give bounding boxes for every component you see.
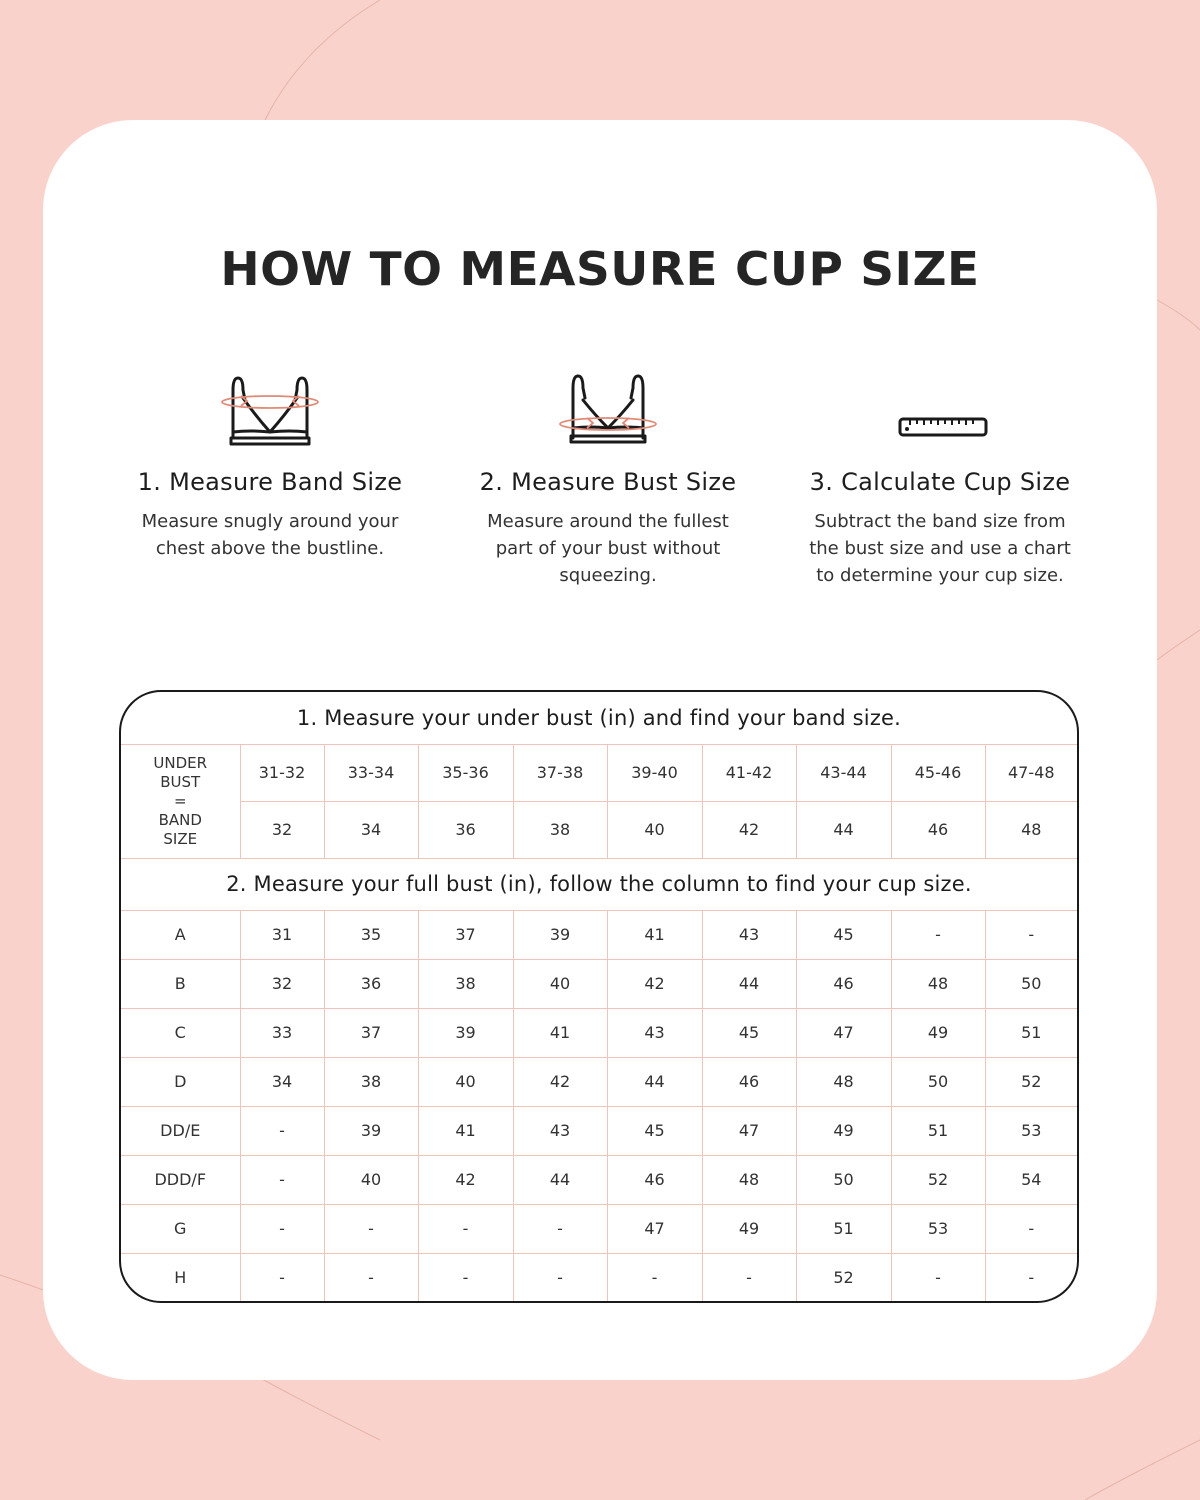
full-bust-cell: 46 [796,959,891,1008]
cup-row-c [121,1008,1077,1057]
under-bust-cell: 45-46 [891,744,985,801]
full-bust-cell: 48 [702,1155,796,1204]
measurement-steps [43,370,1157,610]
step-measure-band [100,370,440,562]
cup-label: H [121,1253,240,1302]
full-bust-cell: 40 [513,959,607,1008]
full-bust-cell: 34 [240,1057,324,1106]
full-bust-cell: 52 [796,1253,891,1302]
full-bust-cell: 53 [891,1204,985,1253]
section-1-header [121,692,1077,744]
bra-bust-measure-icon [438,370,778,450]
ruler-icon [770,370,1110,450]
full-bust-cell: 41 [513,1008,607,1057]
under-bust-cell: 39-40 [607,744,702,801]
full-bust-cell: 36 [324,959,418,1008]
band-size-cell: 46 [891,801,985,858]
full-bust-cell: 42 [418,1155,513,1204]
full-bust-cell: 44 [607,1057,702,1106]
cup-label: DDD/F [121,1155,240,1204]
under-bust-row [121,744,1077,801]
full-bust-cell: 49 [702,1204,796,1253]
full-bust-cell: 50 [985,959,1077,1008]
cup-label: C [121,1008,240,1057]
full-bust-cell: 45 [607,1106,702,1155]
full-bust-cell: 51 [985,1008,1077,1057]
cup-row-h [121,1253,1077,1302]
cup-row-g [121,1204,1077,1253]
band-size-cell: 36 [418,801,513,858]
under-bust-cell: 35-36 [418,744,513,801]
full-bust-cell: - [985,1204,1077,1253]
full-bust-cell: - [985,910,1077,959]
full-bust-cell: 53 [985,1106,1077,1155]
full-bust-cell: 38 [324,1057,418,1106]
full-bust-cell: 47 [702,1106,796,1155]
full-bust-cell: 50 [796,1155,891,1204]
full-bust-cell: 41 [607,910,702,959]
full-bust-cell: 51 [891,1106,985,1155]
full-bust-cell: - [607,1253,702,1302]
step-description: Subtract the band size from the bust size and use a chart to determine your cup size. [809,511,1071,586]
full-bust-cell: 32 [240,959,324,1008]
full-bust-cell: 45 [796,910,891,959]
under-bust-cell: 47-48 [985,744,1077,801]
full-bust-cell: 51 [796,1204,891,1253]
cup-label: B [121,959,240,1008]
cup-label: DD/E [121,1106,240,1155]
cup-row-b [121,959,1077,1008]
full-bust-cell: 41 [418,1106,513,1155]
band-size-row [121,801,1077,858]
full-bust-cell: - [240,1106,324,1155]
step-description: Measure around the fullest part of your bust without squeezing. [487,511,729,586]
full-bust-cell: 42 [607,959,702,1008]
cup-row-a [121,910,1077,959]
full-bust-cell: 47 [607,1204,702,1253]
full-bust-cell: - [240,1155,324,1204]
under-bust-cell: 41-42 [702,744,796,801]
band-size-cell: 48 [985,801,1077,858]
full-bust-cell: 47 [796,1008,891,1057]
full-bust-cell: 54 [985,1155,1077,1204]
full-bust-cell: - [702,1253,796,1302]
full-bust-cell: - [240,1253,324,1302]
full-bust-cell: - [418,1253,513,1302]
full-bust-cell: 37 [324,1008,418,1057]
band-size-cell: 44 [796,801,891,858]
cup-label: G [121,1204,240,1253]
under-bust-cell: 31-32 [240,744,324,801]
cup-row-dd-e [121,1106,1077,1155]
full-bust-cell: 39 [418,1008,513,1057]
full-bust-cell: 31 [240,910,324,959]
step-calculate-cup [770,370,1110,589]
band-size-cell: 34 [324,801,418,858]
full-bust-cell: 39 [324,1106,418,1155]
full-bust-cell: 39 [513,910,607,959]
band-size-cell: 42 [702,801,796,858]
full-bust-cell: 37 [418,910,513,959]
full-bust-cell: 46 [702,1057,796,1106]
size-chart-table [119,690,1079,1303]
cup-label: D [121,1057,240,1106]
full-bust-cell: 42 [513,1057,607,1106]
full-bust-cell: - [891,910,985,959]
full-bust-cell: 44 [702,959,796,1008]
full-bust-cell: 40 [324,1155,418,1204]
cup-label: A [121,910,240,959]
cup-row-ddd-f [121,1155,1077,1204]
full-bust-cell: - [240,1204,324,1253]
full-bust-cell: 52 [985,1057,1077,1106]
page-title: HOW TO MEASURE CUP SIZE [220,242,980,296]
full-bust-cell: 49 [796,1106,891,1155]
content-card [43,120,1157,1380]
section-1-title: 1. Measure your under bust (in) and find your band size. [121,692,1077,744]
section-2-header [121,858,1077,910]
band-size-cell: 32 [240,801,324,858]
full-bust-cell: 33 [240,1008,324,1057]
full-bust-cell: - [418,1204,513,1253]
full-bust-cell: - [513,1204,607,1253]
full-bust-cell: 46 [607,1155,702,1204]
section-2-title: 2. Measure your full bust (in), follow the column to find your cup size. [121,858,1077,910]
full-bust-cell: 43 [702,910,796,959]
full-bust-cell: - [324,1204,418,1253]
full-bust-cell: 52 [891,1155,985,1204]
step-heading: 3. Calculate Cup Size [809,468,1071,496]
under-bust-cell: 43-44 [796,744,891,801]
full-bust-cell: 49 [891,1008,985,1057]
band-size-cell: 38 [513,801,607,858]
step-measure-bust [438,370,778,589]
under-bust-cell: 37-38 [513,744,607,801]
step-heading: 1. Measure Band Size [137,468,403,496]
full-bust-cell: 43 [513,1106,607,1155]
under-bust-cell: 33-34 [324,744,418,801]
full-bust-cell: 43 [607,1008,702,1057]
cup-row-d [121,1057,1077,1106]
full-bust-cell: 35 [324,910,418,959]
full-bust-cell: 38 [418,959,513,1008]
full-bust-cell: 44 [513,1155,607,1204]
full-bust-cell: 45 [702,1008,796,1057]
step-heading: 2. Measure Bust Size [479,468,737,496]
full-bust-cell: 50 [891,1057,985,1106]
full-bust-cell: 40 [418,1057,513,1106]
full-bust-cell: - [891,1253,985,1302]
band-size-cell: 40 [607,801,702,858]
full-bust-cell: 48 [796,1057,891,1106]
full-bust-cell: - [324,1253,418,1302]
full-bust-cell: 48 [891,959,985,1008]
row-label-under-bust-band-size: UNDER BUST = BAND SIZE [121,744,240,858]
bra-band-measure-icon [100,370,440,450]
full-bust-cell: - [985,1253,1077,1302]
full-bust-cell: - [513,1253,607,1302]
step-description: Measure snugly around your chest above the bustline. [141,511,399,559]
